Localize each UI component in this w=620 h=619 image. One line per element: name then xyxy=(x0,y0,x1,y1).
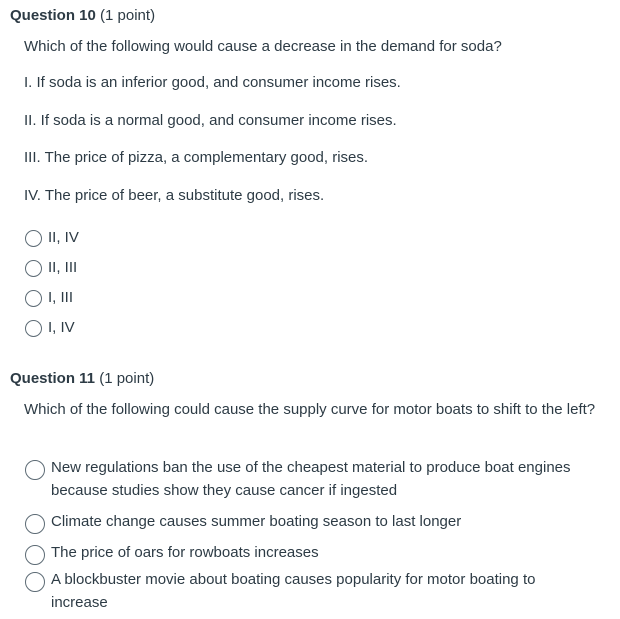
radio-button[interactable] xyxy=(25,320,42,337)
question-11-prompt: Which of the following could cause the supply curve for motor boats to shift to the left? xyxy=(24,401,596,418)
q11-option-2-label: Climate change causes summer boating season to last longer xyxy=(51,513,462,530)
q10-option-1[interactable] xyxy=(25,227,79,249)
q11-option-2[interactable] xyxy=(25,510,595,534)
question-11-title: Question 11 xyxy=(10,370,96,387)
q11-option-3[interactable] xyxy=(25,541,595,565)
radio-button[interactable] xyxy=(25,514,45,534)
radio-button[interactable] xyxy=(25,572,45,592)
radio-button[interactable] xyxy=(25,230,42,247)
radio-button[interactable] xyxy=(25,260,42,277)
q11-option-4[interactable] xyxy=(25,568,595,614)
question-11-header xyxy=(10,369,154,389)
radio-button[interactable] xyxy=(25,460,45,480)
q11-option-3-label: The price of oars for rowboats increases xyxy=(51,544,319,561)
q11-option-1-label: New regulations ban the use of the cheapest material to produce boat engines because studies show they cause cancer if ingested xyxy=(51,459,571,499)
question-11-points: (1 point) xyxy=(99,370,155,387)
question-10-header xyxy=(10,6,155,26)
statement-4: IV. The price of beer, a substitute good, rises. xyxy=(24,187,325,204)
question-10-points: (1 point) xyxy=(100,7,156,24)
statement-2: II. If soda is a normal good, and consumer income rises. xyxy=(24,112,397,129)
q10-option-4-label: I, IV xyxy=(48,319,75,336)
radio-button[interactable] xyxy=(25,545,45,565)
question-10-title: Question 10 xyxy=(10,7,96,24)
q10-option-3-label: I, III xyxy=(48,289,74,306)
q10-option-3[interactable] xyxy=(25,287,73,309)
statement-1: I. If soda is an inferior good, and consumer income rises. xyxy=(24,74,401,91)
q11-option-4-label: A blockbuster movie about boating causes popularity for motor boating to increase xyxy=(51,571,536,611)
q10-option-4[interactable] xyxy=(25,317,75,339)
statement-3: III. The price of pizza, a complementary good, rises. xyxy=(24,149,369,166)
q10-option-2-label: II, III xyxy=(48,259,78,276)
q11-option-1[interactable] xyxy=(25,456,595,502)
question-10-prompt: Which of the following would cause a decrease in the demand for soda? xyxy=(24,38,502,55)
q10-option-1-label: II, IV xyxy=(48,229,79,246)
radio-button[interactable] xyxy=(25,290,42,307)
q10-option-2[interactable] xyxy=(25,257,77,279)
